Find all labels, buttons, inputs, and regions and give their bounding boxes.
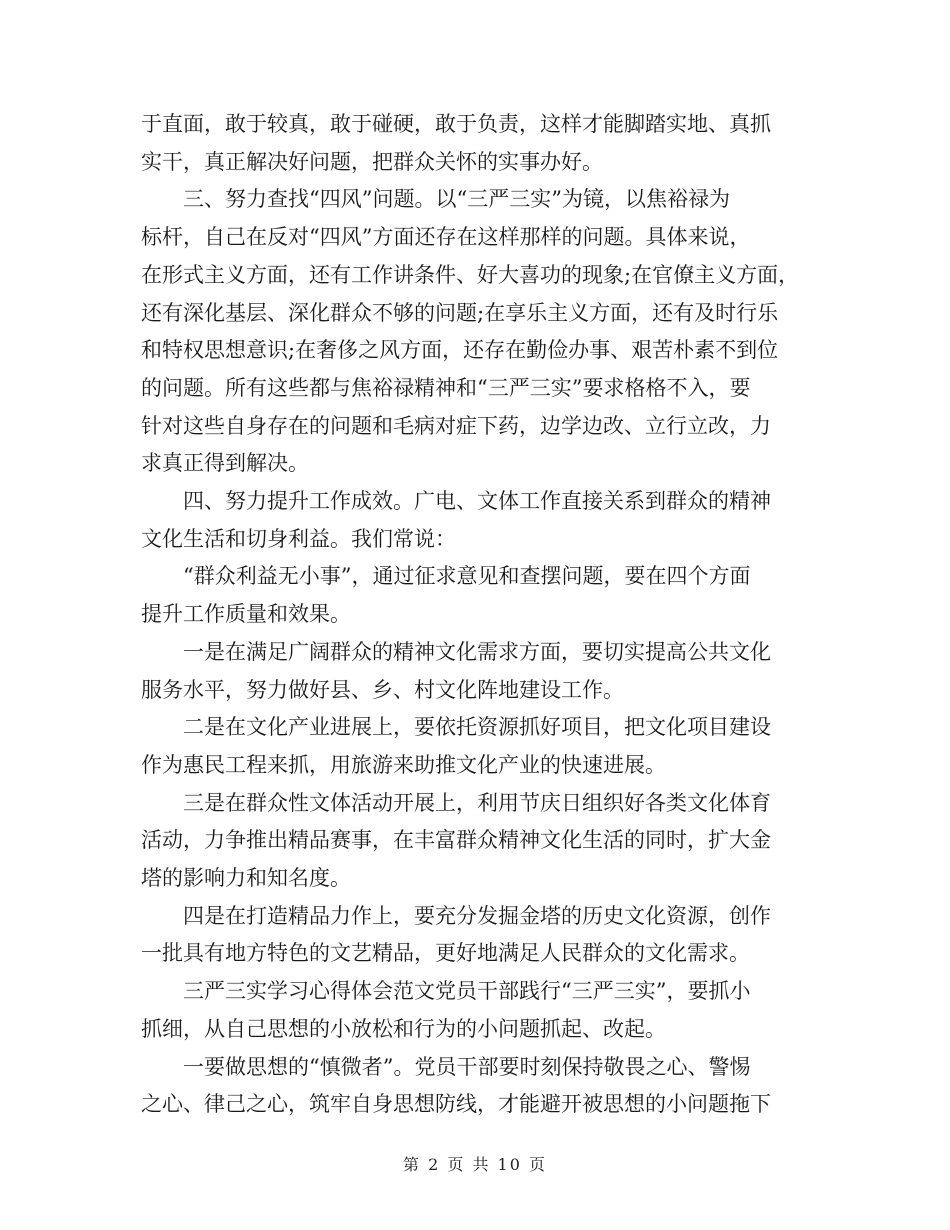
text-line: 三、努力查找“四风”问题。以“三严三实”为镜，以焦裕禄为 bbox=[183, 187, 730, 212]
paragraph-9 bbox=[141, 973, 821, 1048]
text-line: 抓细，从自己思想的小放松和行为的小问题抓起、改起。 bbox=[141, 1016, 666, 1041]
paragraph-6 bbox=[141, 709, 821, 784]
text-line: 求真正得到解决。 bbox=[141, 451, 309, 476]
paragraph-1 bbox=[141, 106, 821, 181]
text-line: 实干，真正解决好问题，把群众关怀的实事办好。 bbox=[141, 149, 603, 174]
paragraph-7 bbox=[141, 785, 821, 898]
text-line: 四是在打造精品力作上，要充分发掘金塔的历史文化资源，创作 bbox=[183, 903, 771, 928]
text-line: 标杆，自己在反对“四风”方面还存在这样那样的问题。具体来说， bbox=[141, 225, 751, 250]
text-line: 一要做思想的“慎微者”。党员干部要时刻保持敬畏之心、警惕 bbox=[183, 1054, 751, 1079]
text-line: 提升工作质量和效果。 bbox=[141, 602, 351, 627]
paragraph-5 bbox=[141, 634, 821, 709]
text-line: 三是在群众性文体活动开展上，利用节庆日组织好各类文化体育 bbox=[183, 790, 771, 815]
text-line: 一批具有地方特色的文艺精品，更好地满足人民群众的文化需求。 bbox=[141, 941, 750, 966]
paragraph-2 bbox=[141, 181, 821, 483]
paragraph-8 bbox=[141, 898, 821, 973]
text-line: 二是在文化产业进展上，要依托资源抓好项目，把文化项目建设 bbox=[183, 715, 771, 740]
text-line: 和特权思想意识;在奢侈之风方面，还存在勤俭办事、艰苦朴素不到位 bbox=[141, 338, 779, 363]
text-line: “群众利益无小事”，通过征求意见和查摆问题，要在四个方面 bbox=[183, 564, 751, 589]
text-line: 的问题。所有这些都与焦裕禄精神和“三严三实”要求格格不入，要 bbox=[141, 375, 751, 400]
text-line: 在形式主义方面，还有工作讲条件、好大喜功的现象;在官僚主义方面， bbox=[141, 262, 800, 287]
text-line: 活动，力争推出精品赛事，在丰富群众精神文化生活的同时，扩大金 bbox=[141, 828, 771, 853]
text-line: 还有深化基层、深化群众不够的问题;在享乐主义方面，还有及时行乐 bbox=[141, 300, 779, 325]
text-line: 文化生活和切身利益。我们常说： bbox=[141, 526, 456, 551]
text-line: 四、努力提升工作成效。广电、文体工作直接关系到群众的精神 bbox=[183, 489, 771, 514]
paragraph-3 bbox=[141, 483, 821, 558]
text-line: 塔的影响力和知名度。 bbox=[141, 866, 351, 891]
paragraph-4 bbox=[141, 558, 821, 633]
text-line: 作为惠民工程来抓，用旅游来助推文化产业的快速进展。 bbox=[141, 752, 666, 777]
document-body bbox=[141, 106, 821, 1124]
page-number-footer: 第 2 页 共 10 页 bbox=[403, 1155, 547, 1174]
text-line: 之心、律己之心，筑牢自身思想防线，才能避开被思想的小问题拖下 bbox=[141, 1092, 771, 1117]
text-line: 服务水平，努力做好县、乡、村文化阵地建设工作。 bbox=[141, 677, 624, 702]
paragraph-10 bbox=[141, 1049, 821, 1124]
text-line: 三严三实学习心得体会范文党员干部践行“三严三实”，要抓小 bbox=[183, 979, 751, 1004]
text-line: 于直面，敢于较真，敢于碰硬，敢于负责，这样才能脚踏实地、真抓 bbox=[141, 112, 771, 136]
text-line: 一是在满足广阔群众的精神文化需求方面，要切实提高公共文化 bbox=[183, 639, 771, 664]
text-line: 针对这些自身存在的问题和毛病对症下药，边学边改、立行立改，力 bbox=[141, 413, 771, 438]
